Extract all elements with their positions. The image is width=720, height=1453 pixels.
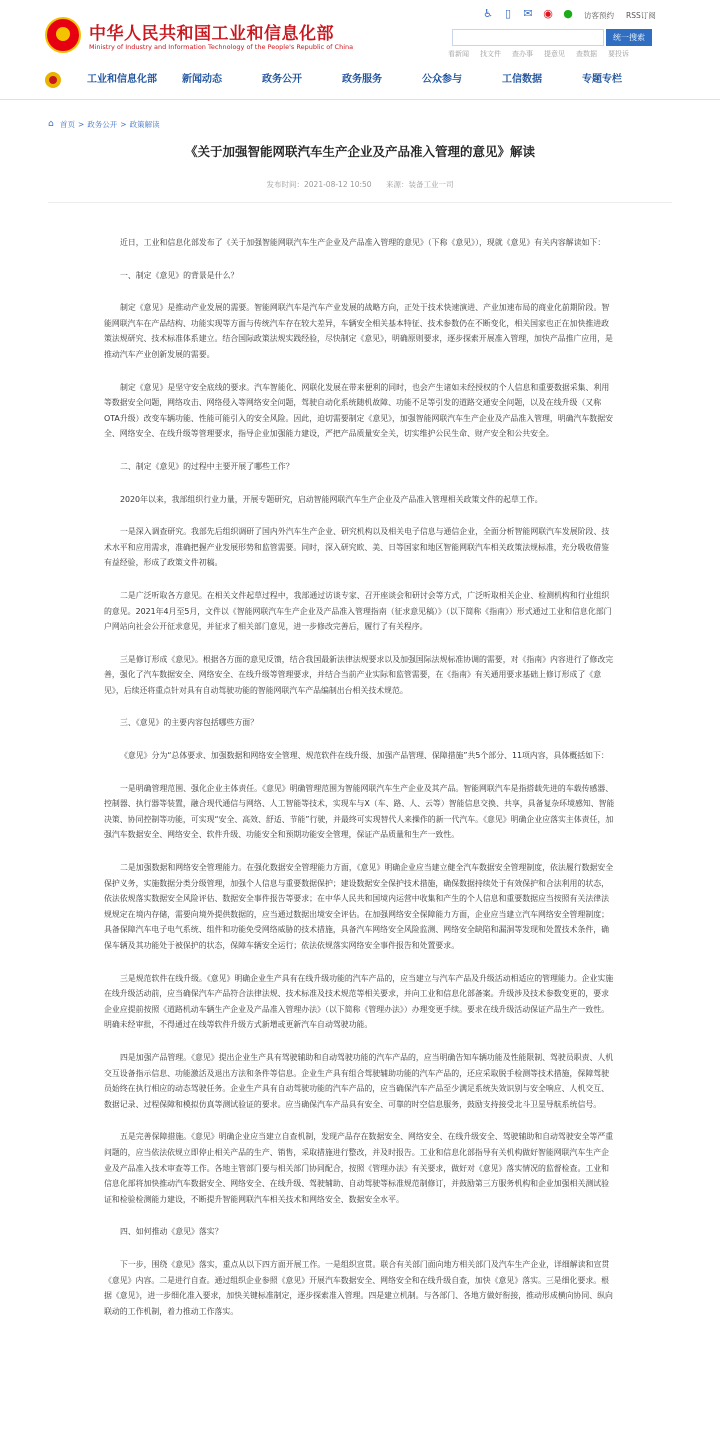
article-paragraph: 五是完善保障措施。《意见》明确企业应当建立自查机制，发现产品存在数据安全、网络安全、在线升级安全、驾驶辅助和自动驾驶安全等严重问题的，应当依法依规立即停止相关产品的生产、销售，采取措施进行整改，并及时报告。工业和信息化部指导有关机构做好智能网联汽车生产企业及产品准入技术审查等工作。各地主管部门要与相关部门协同配合，按照《管理办法》有关要求，做好对《意见》落实情况的监督检查。工业和信息化部将加快推动汽车数据安全、网络安全、在线升级、驾驶辅助、自动驾驶等标准规范制修订，并鼓励第三方服务机构和企业加强相关测试验证和检验检测能力建设，不断提升智能网联汽车相关技术和网络安全、数据安全水平。	[104, 1132, 614, 1204]
article-paragraph: 四是加强产品管理。《意见》提出企业生产具有驾驶辅助和自动驾驶功能的汽车产品的，应当明确告知车辆功能及性能限制、驾驶员职责、人机交互设备指示信息、功能激活及退出方法和条件等信息。企业生产具有组合驾驶辅助功能的汽车产品的，还应采取脱手检测等技术措施，保障驾驶员始终在执行相应的动态驾驶任务。企业生产具有自动驾驶功能的汽车产品的，应当确保汽车产品至少满足系统失效识别与安全响应、人机交互、数据记录、过程保障和模拟仿真等测试验证的要求。应当确保汽车产品具有安全、可靠的时空信息服务，鼓励支持接受北斗卫星导航系统信号。	[104, 1052, 614, 1109]
site-title-en: Ministry of Industry and Information Technology of the People's Republic of China	[89, 43, 354, 51]
nav-item-data[interactable]: 工信数据	[502, 74, 542, 85]
quick-link[interactable]: 看新闻	[448, 50, 469, 58]
accessibility-icon[interactable]: ♿	[483, 7, 493, 20]
quick-link[interactable]: 找文件	[480, 50, 501, 58]
article-paragraph: 三是规范软件在线升级。《意见》明确企业生产具有在线升级功能的汽车产品的，应当建立与汽车产品及升级活动相适应的管理能力。企业实施在线升级活动前，应当确保汽车产品符合法律法规、技术标准及技术规范等相关要求，并向工业和信息化部备案。升级涉及技术参数变更的，要求企业应提前按照《道路机动车辆生产企业及产品准入管理办法》（以下简称《管理办法》）办理变更手续。要求在线升级活动保证产品生产一致性。明确未经审批，不得通过在线等软件升级方式新增或更新汽车自动驾驶功能。	[104, 973, 614, 1030]
wechat-icon[interactable]: ●	[563, 7, 573, 20]
site-title[interactable]: 中华人民共和国工业和信息化部	[89, 24, 334, 44]
breadcrumb-home[interactable]: 首页	[60, 119, 75, 129]
tablet-icon[interactable]: ▯	[504, 7, 512, 20]
top-icons	[481, 7, 575, 21]
publish-time: 发布时间：2021-08-12 10:50	[266, 180, 372, 189]
article-body	[0, 235, 720, 1319]
article-meta	[48, 179, 672, 203]
article-heading: 一、制定《意见》的背景是什么？	[120, 270, 239, 280]
article-paragraph: 二是加强数据和网络安全管理能力。在强化数据安全管理能力方面，《意见》明确企业应当建立健全汽车数据安全管理制度，依法履行数据安全保护义务，实施数据分类分级管理，加强个人信息与重要数据保护；建设数据安全保护技术措施，确保数据持续处于有效保护和合法利用的状态，依法依规落实数据安全风险评估、数据安全事件报告等要求；在中华人民共和国境内运营中收集和产生的个人信息和重要数据应当按照有关法律法规规定在境内存储，需要向境外提供数据的，应当通过数据出境安全评估。在加强网络安全保障能力方面，企业应当建立汽车网络安全管理制度；具备保障汽车电子电气系统、组件和功能免受网络威胁的技术措施，具备汽车网络安全风险监测、网络安全缺陷和漏洞等发现和处置技术条件，确保车辆及其功能处于被保护的状态，保障车辆安全运行；依法依规落实网络安全事件报告和处置要求。	[104, 863, 614, 950]
nav-logo-icon	[44, 71, 62, 89]
quick-link[interactable]: 提意见	[544, 50, 565, 58]
article-paragraph: 下一步，围绕《意见》落实，重点从以下四方面开展工作。一是组织宣贯。联合有关部门面向地方相关部门及汽车生产企业，详细解读和宣贯《意见》内容。二是进行自查。通过组织企业参照《意见》开展汽车数据安全、网络安全和在线升级自查，加快《意见》落实。三是细化要求。根据《意见》，进一步细化准入要求，加快关键标准制定，逐步探索准入管理。四是建立机制。与各部门、各地方做好衔接，推动形成横向协同、纵向联动的工作机制，着力推动工作落实。	[104, 1259, 613, 1316]
weibo-icon[interactable]: ◉	[543, 7, 553, 20]
search-input[interactable]	[452, 29, 604, 46]
article-heading: 二、制定《意见》的过程中主要开展了哪些工作？	[120, 461, 294, 471]
article-paragraph: 制定《意见》是推动产业发展的需要。智能网联汽车是汽车产业发展的战略方向，正处于技术快速演进、产业加速布局的商业化前期阶段。智能网联汽车在产品结构、功能实现等方面与传统汽车存在较大差异，车辆安全相关基本特征、技术参数仍在不断变化，相关国家也正在加快推进政策法规研究、技术标准体系建立。结合国际政策法规实践经验，尽快制定《意见》，明确原则要求，逐步探索开展准入管理，加快产品推广应用，是推动汽车产业创新发展的需要。	[104, 303, 613, 359]
nav-item-ministry[interactable]: 工业和信息化部	[87, 74, 157, 85]
article-heading: 四、如何推动《意见》落实？	[120, 1227, 223, 1237]
nav-item-public[interactable]: 公众参与	[422, 74, 462, 85]
nav-item-topics[interactable]: 专题专栏	[582, 74, 622, 85]
breadcrumb	[0, 100, 720, 136]
breadcrumb-separator: >	[120, 119, 127, 129]
nav-item-news[interactable]: 新闻动态	[182, 74, 222, 85]
breadcrumb-separator: >	[78, 119, 85, 129]
quick-link[interactable]: 查办事	[512, 50, 533, 58]
article-heading: 三、《意见》的主要内容包括哪些方面？	[120, 718, 259, 728]
article-paragraph: 制定《意见》是坚守安全底线的要求。汽车智能化、网联化发展在带来便利的同时，也会产生诸如未经授权的个人信息和重要数据采集、利用等数据安全问题，网络攻击、网络侵入等网络安全问题，驾驶自动化系统随机故障、功能不足等引发的道路交通安全问题，以及在线升级（又称OTA升级）改变车辆功能、性能可能引入的安全风险。因此，迫切需要制定《意见》，加强智能网联汽车生产企业及产品准入管理，明确汽车数据安全、网络安全、在线升级等管理要求，指导企业加强能力建设，严把产品质量安全关，切实维护公民生命、财产安全和公共安全。	[104, 382, 613, 439]
quick-links	[448, 49, 629, 59]
article-paragraph: 《意见》分为“总体要求、加强数据和网络安全管理、规范软件在线升级、加强产品管理、保障措施”共5个部分、11项内容，具体概括如下：	[120, 751, 609, 761]
nav-item-gov-services[interactable]: 政务服务	[342, 74, 382, 85]
breadcrumb-policy[interactable]: 政策解读	[129, 119, 160, 129]
article-paragraph: 二是广泛听取各方意见。在相关文件起草过程中，我部通过访谈专家、召开座谈会和研讨会等方式，广泛听取相关企业、检测机构和行业组织的意见。2021年4月至5月，文件以《智能网联汽车生产企业及产品准入管理指南（征求意见稿）》（以下简称《指南》）形式通过工业和信息化部门户网站向社会公开征求意见，并征求了相关部门意见，进一步修改完善后，履行了有关程序。	[104, 590, 612, 632]
quick-link[interactable]: 查数据	[576, 50, 597, 58]
article-paragraph: 2020年以来，我部组织行业力量，开展专题研究，启动智能网联汽车生产企业及产品准入管理相关政策文件的起草工作。	[120, 494, 543, 504]
article-paragraph: 近日，工业和信息化部发布了《关于加强智能网联汽车生产企业及产品准入管理的意见》（下称《意见》），现就《意见》有关内容解读如下：	[120, 238, 606, 247]
breadcrumb-gov-affairs[interactable]: 政务公开	[87, 119, 118, 129]
nav-item-gov-affairs[interactable]: 政务公开	[262, 74, 302, 85]
rss-link[interactable]: RSS订阅	[626, 11, 656, 20]
search-button[interactable]: 统一搜索	[606, 29, 652, 46]
mail-icon[interactable]: ✉	[523, 7, 533, 20]
article-source: 来源：装备工业一司	[385, 180, 454, 189]
article-paragraph: 一是明确管理范围、强化企业主体责任。《意见》明确管理范围为智能网联汽车生产企业及其产品。智能网联汽车是指搭载先进的车载传感器、控制器、执行器等装置，融合现代通信与网络、人工智能等技术，实现车与X（车、路、人、云等）智能信息交换、共享，具备复杂环境感知、智能决策、协同控制等功能，可实现“安全、高效、舒适、节能”行驶，并最终可实现替代人来操作的新一代汽车。《意见》明确企业应落实主体责任，加强汽车数据安全、网络安全、软件升级、功能安全和预期功能安全管理，保证产品质量和生产一致性。	[104, 783, 615, 840]
quick-link[interactable]: 要投诉	[608, 50, 629, 58]
home-icon: ⌂	[48, 119, 54, 129]
visitor-appointment-link[interactable]: 访客预约	[584, 11, 614, 20]
national-emblem-icon	[45, 17, 81, 53]
site-header	[0, 0, 720, 66]
article-paragraph: 三是修订形成《意见》。根据各方面的意见反馈，结合我国最新法律法规要求以及加强国际法规标准协调的需要，对《指南》内容进行了修改完善，强化了汽车数据安全、网络安全、在线升级等管理要求，并结合当前产业实际和监管需要，在《指南》有关通用要求基础上修订形成了《意见》，后续还将重点针对具有自动驾驶功能的智能网联汽车产品编制出台相关技术规范。	[104, 654, 614, 695]
article-paragraph: 一是深入调查研究。我部先后组织调研了国内外汽车生产企业、研究机构以及相关电子信息与通信企业，全面分析智能网联汽车发展阶段、技术水平和应用需求，准确把握产业发展形势和监管需要。同时，深入研究欧、美、日等国家和地区智能网联汽车相关政策法规标准，充分吸收借鉴有益经验，形成了政策文件初稿。	[104, 527, 610, 568]
main-nav	[0, 66, 720, 100]
article-title: 《关于加强智能网联汽车生产企业及产品准入管理的意见》解读	[184, 144, 535, 159]
